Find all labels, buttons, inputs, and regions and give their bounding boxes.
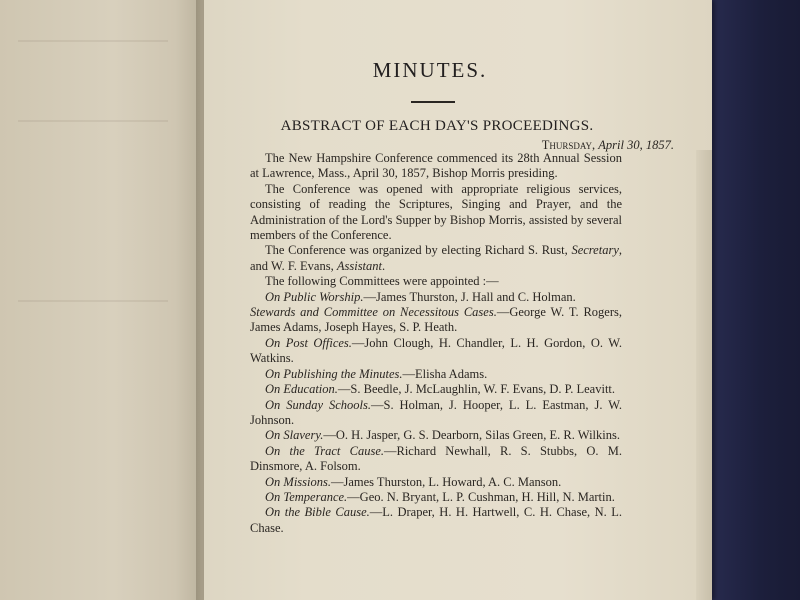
committee-members: —James Thurston, L. Howard, A. C. Manson.	[330, 474, 562, 489]
committee-entry	[250, 505, 622, 536]
committee-entry	[250, 290, 622, 305]
committee-members: —O. H. Jasper, G. S. Dearborn, Silas Green, E. R. Wilkins.	[323, 428, 620, 443]
committee-entry	[250, 382, 622, 397]
dateline-date: April 30, 1857.	[598, 138, 674, 152]
paragraph-text: The Conference was organized by electing Richard S. Rust,	[265, 243, 568, 258]
committee-members: —Elisha Adams.	[402, 366, 488, 381]
committee-entry	[250, 398, 622, 429]
committee-entry	[250, 428, 622, 443]
committee-members: —George W. T. Rogers, James Adams, Joseph Hayes, S. P. Heath.	[250, 305, 622, 335]
paragraph: The Conference was opened with appropriate religious services, consisting of reading the Scriptures, Singing and Prayer, and the Administration of the Lord's Supper by Bishop Morris, assisted by several members of the Conference.	[250, 181, 622, 243]
paragraph: The New Hampshire Conference commenced its 28th Annual Session at Lawrence, Mass., April 30, 1857, Bishop Morris presiding.	[250, 151, 622, 181]
committee-entry	[250, 305, 622, 336]
committee-members: —John Clough, H. Chandler, L. H. Gordon, O. W. Watkins.	[250, 335, 622, 366]
committee-members: —S. Beedle, J. McLaughlin, W. F. Evans, D. P. Leavitt.	[337, 382, 616, 397]
paragraph: The following Committees were appointed :—	[265, 274, 499, 289]
committee-name: Stewards and Committee on Necessitous Cases.	[250, 305, 497, 320]
dateline-day: Thursday,	[541, 138, 596, 152]
committee-entry	[250, 336, 622, 367]
committee-name: On Publishing the Minutes.	[265, 366, 403, 381]
committee-name: On the Tract Cause.	[265, 443, 384, 458]
committee-entry	[250, 444, 622, 475]
committee-name: On Sunday Schools.	[265, 397, 372, 412]
section-heading: ABSTRACT OF EACH DAY'S PROCEEDINGS.	[280, 118, 594, 134]
paragraph	[250, 243, 622, 274]
committee-members: —L. Draper, H. H. Hartwell, C. H. Chase, N. L. Chase.	[250, 505, 622, 535]
page-title: MINUTES.	[372, 58, 488, 82]
committee-name: On Post Offices.	[265, 335, 352, 350]
title-rule	[411, 101, 455, 103]
committee-entry	[250, 490, 622, 505]
body-text	[250, 151, 622, 536]
committee-name: On Temperance.	[265, 489, 348, 504]
committee-members: —S. Holman, J. Hooper, L. L. Eastman, J. W. Johnson.	[250, 397, 622, 427]
paragraph-text: .	[382, 258, 386, 273]
committee-name: On Missions.	[265, 474, 331, 489]
paragraph-text: , and W. F. Evans,	[250, 243, 622, 273]
committee-name: On Education.	[265, 382, 338, 397]
committee-entry	[250, 367, 622, 382]
role-secretary: Secretary	[571, 243, 619, 258]
committee-name: On Public Worship.	[265, 289, 364, 304]
committee-members: —James Thurston, J. Hall and C. Holman.	[363, 289, 576, 304]
committee-members: —Richard Newhall, R. S. Stubbs, O. M. Dinsmore, A. Folsom.	[250, 443, 622, 474]
committee-name: On the Bible Cause.	[265, 505, 370, 520]
committee-entry	[250, 475, 622, 490]
role-assistant: Assistant	[336, 258, 383, 273]
committee-name: On Slavery.	[265, 428, 324, 443]
committee-members: —Geo. N. Bryant, L. P. Cushman, H. Hill, N. Martin.	[347, 489, 615, 504]
